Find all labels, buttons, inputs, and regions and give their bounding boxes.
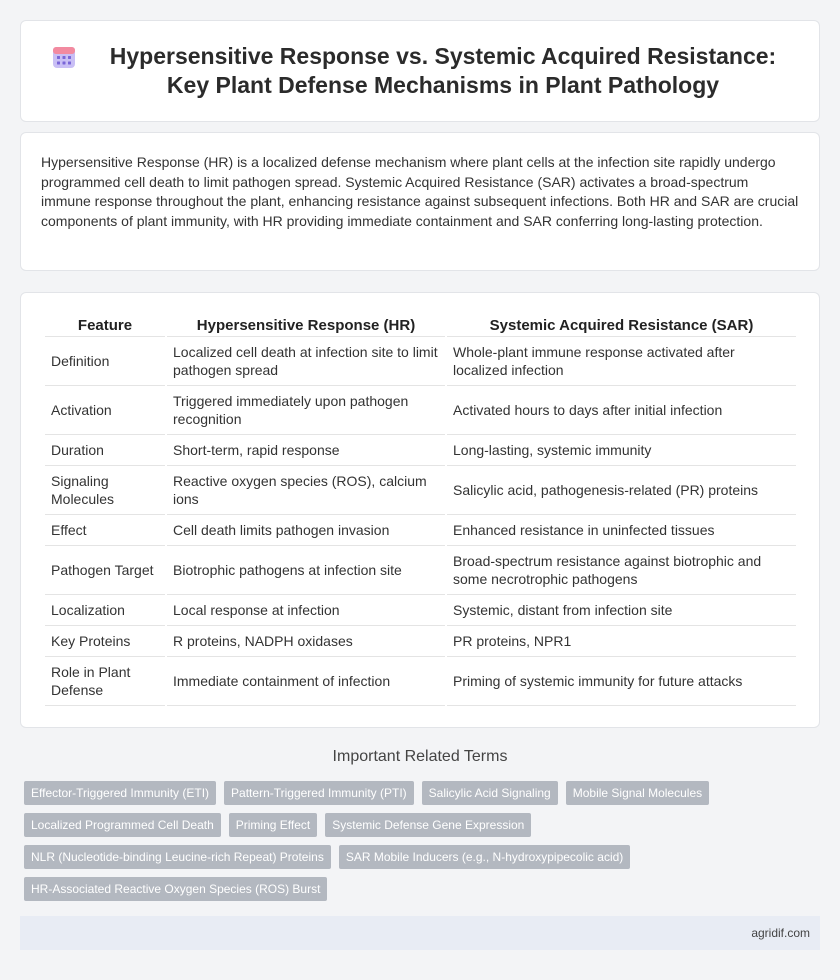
- intro-text: Hypersensitive Response (HR) is a localized defense mechanism where plant cells at the infection site rapidly undergo programmed cell death to limit pathogen spread. Systemic Acquired Resistance (SAR) activates a broad-spectrum immune response throughout the plant, enhancing resistance against subsequent infections. Both HR and SAR are crucial components of plant immunity, with HR providing immediate containment and SAR conferring long-lasting protection.: [41, 154, 799, 229]
- footer-site-link[interactable]: agridif.com: [751, 926, 810, 940]
- tag[interactable]: Effector-Triggered Immunity (ETI): [24, 781, 216, 805]
- table-cell-hr: Short-term, rapid response: [167, 435, 445, 466]
- tag[interactable]: NLR (Nucleotide-binding Leucine-rich Repeat) Proteins: [24, 845, 331, 869]
- table-row: [45, 386, 796, 435]
- table-cell-feature: Signaling Molecules: [45, 466, 165, 515]
- calendar-grid-icon: [51, 44, 77, 70]
- table-cell-hr: Local response at infection: [167, 595, 445, 626]
- table-cell-hr: Triggered immediately upon pathogen recognition: [167, 386, 445, 435]
- table-row: [45, 466, 796, 515]
- related-terms-tags: [24, 781, 824, 901]
- table-cell-sar: Long-lasting, systemic immunity: [447, 435, 796, 466]
- table-cell-hr: Biotrophic pathogens at infection site: [167, 546, 445, 595]
- intro-card: [20, 132, 820, 271]
- table-row: [45, 337, 796, 386]
- related-terms-title: Important Related Terms: [332, 748, 508, 765]
- tag[interactable]: SAR Mobile Inducers (e.g., N-hydroxypipecolic acid): [339, 845, 630, 869]
- tag[interactable]: HR-Associated Reactive Oxygen Species (ROS) Burst: [24, 877, 327, 901]
- table-row: [45, 626, 796, 657]
- tag[interactable]: Localized Programmed Cell Death: [24, 813, 221, 837]
- title-card: [20, 20, 820, 122]
- table-cell-hr: Cell death limits pathogen invasion: [167, 515, 445, 546]
- table-cell-feature: Duration: [45, 435, 165, 466]
- tag[interactable]: Systemic Defense Gene Expression: [325, 813, 531, 837]
- tag[interactable]: Mobile Signal Molecules: [566, 781, 709, 805]
- table-row: [45, 546, 796, 595]
- table-cell-sar: Systemic, distant from infection site: [447, 595, 796, 626]
- table-cell-feature: Role in Plant Defense: [45, 657, 165, 706]
- table-cell-sar: Salicylic acid, pathogenesis-related (PR) proteins: [447, 466, 796, 515]
- table-cell-feature: Key Proteins: [45, 626, 165, 657]
- table-row: [45, 515, 796, 546]
- comparison-table: [43, 313, 798, 706]
- table-cell-feature: Definition: [45, 337, 165, 386]
- table-cell-feature: Localization: [45, 595, 165, 626]
- comparison-card: [20, 292, 820, 728]
- table-cell-hr: Localized cell death at infection site to limit pathogen spread: [167, 337, 445, 386]
- table-row: [45, 657, 796, 706]
- table-cell-feature: Activation: [45, 386, 165, 435]
- table-cell-feature: Pathogen Target: [45, 546, 165, 595]
- table-header-row: [45, 313, 796, 337]
- table-cell-sar: PR proteins, NPR1: [447, 626, 796, 657]
- table-cell-sar: Whole-plant immune response activated after localized infection: [447, 337, 796, 386]
- footer: [20, 916, 820, 950]
- header-feature: Feature: [45, 313, 165, 337]
- table-cell-sar: Activated hours to days after initial infection: [447, 386, 796, 435]
- header-sar: Systemic Acquired Resistance (SAR): [447, 313, 796, 337]
- table-cell-feature: Effect: [45, 515, 165, 546]
- header-hr: Hypersensitive Response (HR): [167, 313, 445, 337]
- table-row: [45, 435, 796, 466]
- table-cell-hr: Reactive oxygen species (ROS), calcium ions: [167, 466, 445, 515]
- table-cell-hr: Immediate containment of infection: [167, 657, 445, 706]
- page-title: Hypersensitive Response vs. Systemic Acquired Resistance: Key Plant Defense Mechanisms in Plant Pathology: [109, 43, 777, 98]
- tag[interactable]: Pattern-Triggered Immunity (PTI): [224, 781, 414, 805]
- table-cell-sar: Priming of systemic immunity for future attacks: [447, 657, 796, 706]
- table-cell-hr: R proteins, NADPH oxidases: [167, 626, 445, 657]
- table-cell-sar: Broad-spectrum resistance against biotrophic and some necrotrophic pathogens: [447, 546, 796, 595]
- tag[interactable]: Priming Effect: [229, 813, 317, 837]
- table-cell-sar: Enhanced resistance in uninfected tissues: [447, 515, 796, 546]
- tag[interactable]: Salicylic Acid Signaling: [422, 781, 558, 805]
- table-row: [45, 595, 796, 626]
